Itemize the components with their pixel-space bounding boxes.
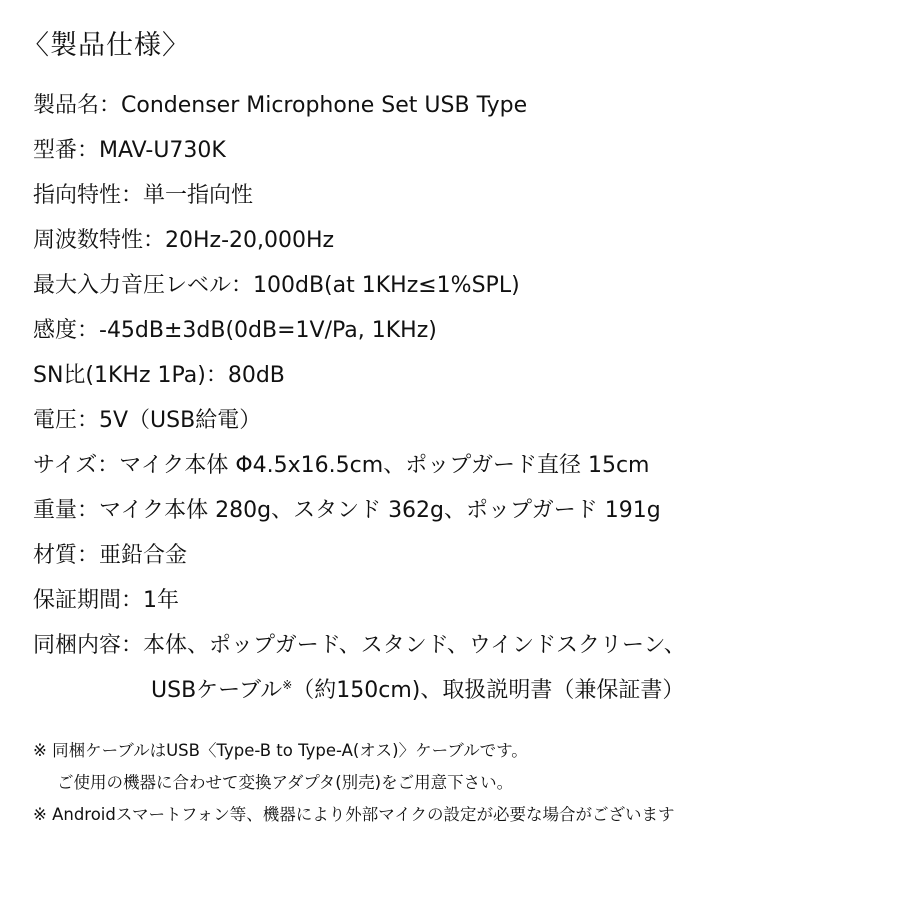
spec-package-contents-continued [33,668,883,713]
spec-package-contents: 同梱内容：本体、ポップガード、スタンド、ウインドスクリーン、 [33,633,686,658]
spec-voltage: 電圧：5V（USB給電） [33,408,262,433]
spec-snr: SN比(1KHz 1Pa)：80dB [33,363,285,388]
note-adapter: ご使用の機器に合わせて変換アダプタ(別売)をご用意下さい。 [57,773,514,792]
spec-product-name: 製品名：Condenser Microphone Set USB Type [33,93,528,118]
page-title: 〈製品仕様〉 [22,30,190,61]
spec-size: サイズ：マイク本体 Φ4.5x16.5cm、ポップガード直径 15cm [33,453,650,478]
spec-model-number: 型番：MAV-U730K [33,138,226,163]
spec-warranty: 保証期間：1年 [33,588,179,613]
package-contents-rest: （約150cm)、取扱説明書（兼保証書） [292,678,685,703]
note-cable-type: ※ 同梱ケーブルはUSB〈Type-B to Type-A(オス)〉ケーブルです。 [33,741,528,760]
spec-material: 材質：亜鉛合金 [33,543,188,568]
spec-frequency-response: 周波数特性：20Hz-20,000Hz [33,228,335,253]
spec-list [33,83,883,713]
spec-max-spl: 最大入力音圧レベル：100dB(at 1KHz≤1%SPL) [33,273,520,298]
spec-polar-pattern: 指向特性：単一指向性 [33,183,254,208]
footnote-mark: ※ [282,678,293,692]
usb-cable-label: USBケーブル [151,678,283,703]
note-android: ※ Androidスマートフォン等、機器により外部マイクの設定が必要な場合がございます [33,805,675,824]
spec-sensitivity: 感度：-45dB±3dB(0dB=1V/Pa, 1KHz) [33,318,437,343]
spec-weight: 重量：マイク本体 280g、スタンド 362g、ポップガード 191g [33,498,661,523]
footnotes [33,735,883,831]
